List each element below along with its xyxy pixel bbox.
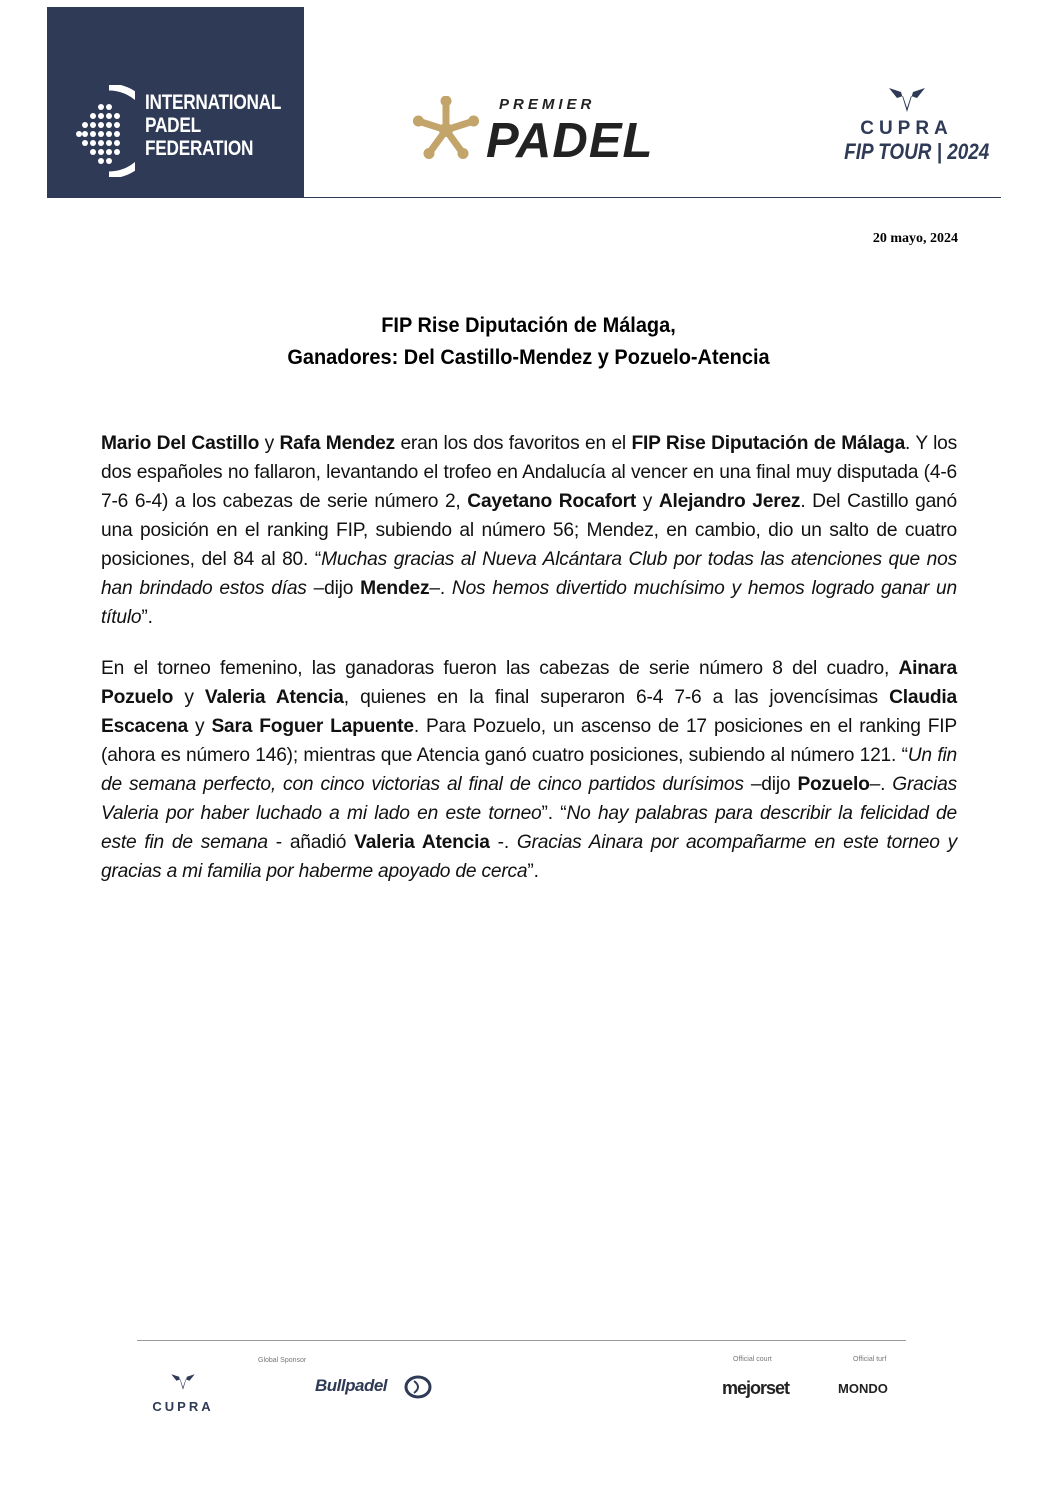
padel-ball-icon [75,85,135,177]
mejorset-logo: mejorset [722,1378,790,1398]
page-title [100,310,957,374]
player-name: Claudia Escacena [101,687,957,737]
global-sponsor-label: Global Sponsor [258,1357,307,1364]
text: . Para Pozuelo, un ascenso de 17 posiciones en el ranking FIP (ahora es número 146); mientras que Atencia ganó cuatro posiciones, subiendo al número 121. “ [101,716,958,766]
player-name: Sara Foguer Lapuente [211,716,414,737]
player-name: Valeria Atencia [354,832,490,853]
cupra-word: CUPRA [860,118,953,139]
cupra-fip-tour-logo [834,86,990,165]
paragraph-women [101,654,957,886]
player-name: Cayetano Rocafort [467,491,637,512]
player-name: Ainara Pozuelo [101,658,957,708]
quote: Muchas gracias al Nueva Alcántara Club por todas las atenciones que nos han brindado estos días [101,549,957,599]
text: y [636,491,659,512]
text: y [187,716,212,737]
text: –dijo [306,578,361,599]
text: , quienes en la final superaron 6-4 7-6 a las jovencísimas [343,687,890,708]
paragraph-men [101,429,957,632]
player-name: Mario Del Castillo [101,433,260,454]
title-line-1: FIP Rise Diputación de Málaga, [381,314,676,337]
padel-word: PADEL [486,114,654,168]
cupra-icon [887,86,927,114]
quote: Gracias Ainara por acompañarme en este torneo y gracias a mi familia por haberme apoyado de cerca [101,832,957,882]
text: ”. “ [541,803,567,824]
quote: No hay palabras para describir la felicidad de este fin de semana [101,803,957,853]
mondo-logo: MONDO [838,1381,888,1396]
text: En el torneo femenino, las ganadoras fueron las cabezas de serie número 8 del cuadro, [101,658,899,679]
tournament-name: FIP Rise Diputación de Málaga [631,433,906,454]
text: eran los dos favoritos en el [394,433,632,454]
quote: Gracias Valeria por haber luchado a mi lado en este torneo [101,774,957,824]
text: y [173,687,205,708]
quote: Nos hemos divertido muchísimo y hemos logrado ganar un título [101,578,957,628]
title-line-2: Ganadores: Del Castillo-Mendez y Pozuelo-Atencia [287,346,770,369]
footer-divider [137,1340,906,1341]
press-date: 20 mayo, 2024 [872,231,958,246]
premier-padel-star-icon [413,96,479,164]
text: -. [489,832,517,853]
text: –. [869,774,893,795]
ipf-line: PADEL [145,114,201,137]
cupra-icon [170,1372,196,1392]
premier-word: PREMIER [499,96,596,113]
player-name: Pozuelo [797,774,870,795]
text: ”. [527,861,539,882]
text: - añadió [267,832,355,853]
player-name: Alejandro Jerez [658,491,801,512]
player-name: Valeria Atencia [204,687,344,708]
text: ”. [141,607,153,628]
text: . Del Castillo ganó una posición en el ranking FIP, subiendo al número 56; Mendez, en cambio, dio un salto de cuatro posiciones, del 84 al 80. “ [101,491,957,570]
player-name: Rafa Mendez [279,433,395,454]
text: –dijo [743,774,798,795]
ipf-logo-box [47,7,304,198]
quote: Un fin de semana perfecto, con cinco victorias al final de cinco partidos durísimos [101,745,957,795]
ipf-wordmark [145,91,281,160]
player-name: Mendez [360,578,430,599]
official-turf-label: Official turf [853,1356,887,1363]
fip-tour-word: FIP TOUR | 2024 [844,139,990,164]
ipf-line: FEDERATION [145,137,254,160]
bullpadel-ball-icon [404,1375,432,1399]
footer-cupra-word: CUPRA [152,1399,214,1414]
ipf-line: INTERNATIONAL [145,91,282,114]
bullpadel-logo: Bullpadel [315,1376,388,1395]
official-court-label: Official court [733,1356,772,1363]
text: y [259,433,280,454]
text: –. [429,578,452,599]
text: . Y los dos españoles no fallaron, levantando el trofeo en Andalucía al vencer en una final muy disputada (4-6 7-6 6-4) a los cabezas de serie número 2, [101,433,957,512]
header-divider [304,197,1001,198]
footer-cupra-logo [137,1372,229,1414]
